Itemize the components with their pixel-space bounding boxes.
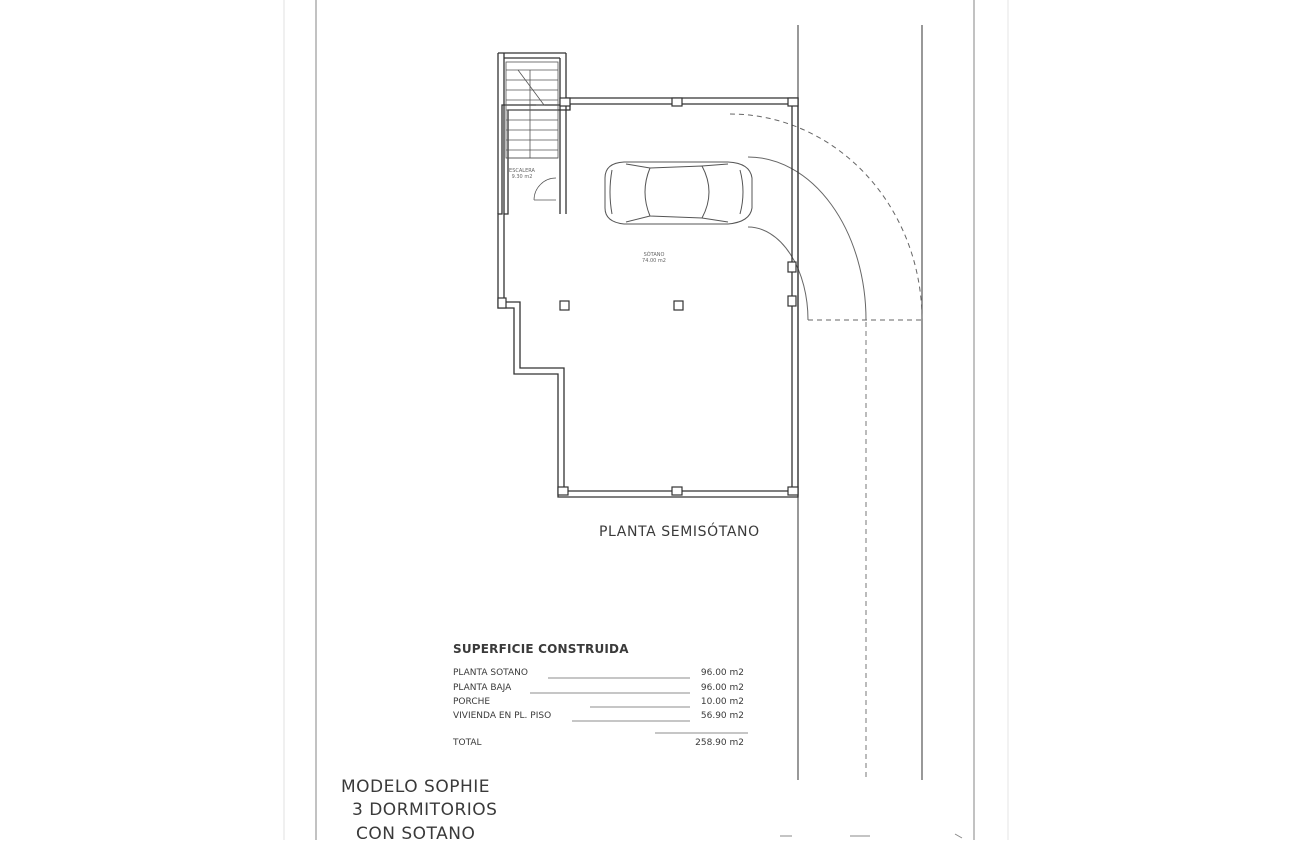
surface-row-label: PLANTA SOTANO xyxy=(453,668,528,678)
surface-total-value: 258.90 m2 xyxy=(695,738,744,748)
storage-room-label xyxy=(502,168,542,180)
surface-row-label: VIVIENDA EN PL. PISO xyxy=(453,711,552,721)
surface-row-value: 96.00 m2 xyxy=(700,668,744,678)
surface-row-value: 96.00 m2 xyxy=(700,683,744,693)
storage-room-name: ESCALERA xyxy=(509,168,535,174)
surface-row-value: 56.90 m2 xyxy=(700,711,744,721)
basement-room-name: SÓTANO xyxy=(643,252,665,258)
surface-table-heading: SUPERFICIE CONSTRUIDA xyxy=(453,642,629,656)
basement-room-area: 74.00 m2 xyxy=(642,258,666,264)
surface-row-label: PLANTA BAJA xyxy=(453,683,512,693)
model-bedrooms: 3 DORMITORIOS xyxy=(352,800,498,820)
cropped-marks xyxy=(780,834,962,838)
surface-row-label: PORCHE xyxy=(453,697,491,707)
ramp-curves xyxy=(730,114,922,320)
plan-title: PLANTA SEMISÓTANO xyxy=(599,524,760,540)
basement-room-label xyxy=(634,252,674,264)
model-basement: CON SOTANO xyxy=(356,824,476,844)
model-name: MODELO SOPHIE xyxy=(341,777,490,797)
surface-row-value: 10.00 m2 xyxy=(700,697,744,707)
storage-room-area: 9.30 m2 xyxy=(511,174,533,180)
car-icon xyxy=(605,162,752,224)
surface-total-label: TOTAL xyxy=(453,738,482,748)
